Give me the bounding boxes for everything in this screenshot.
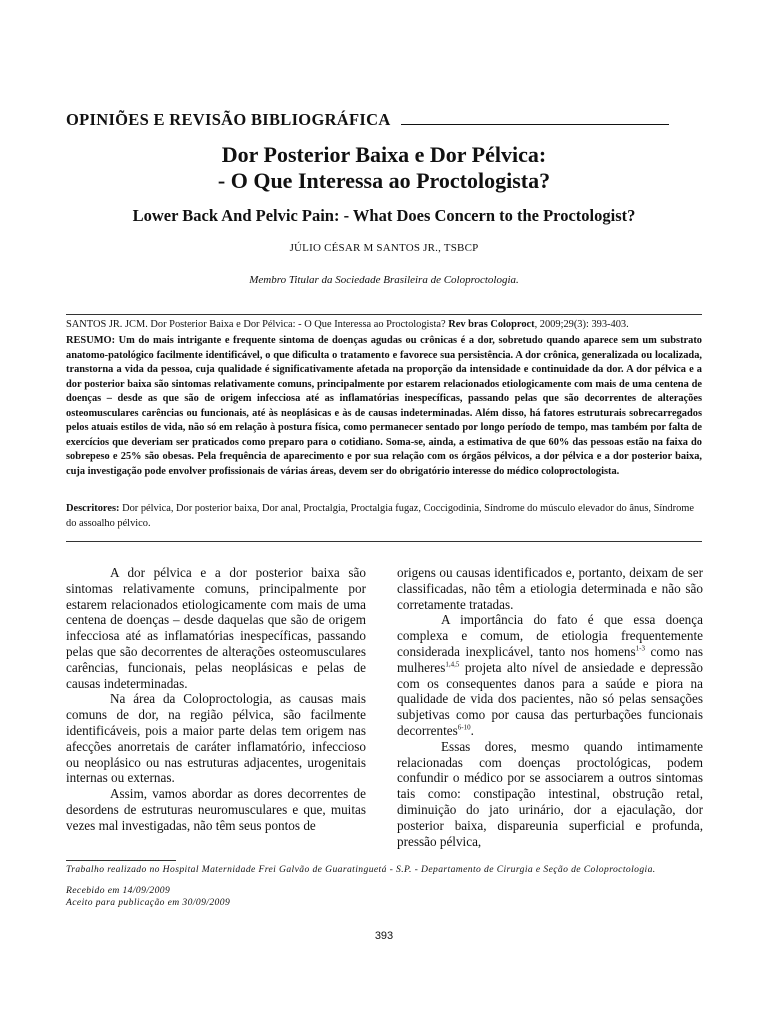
descriptors	[66, 502, 702, 531]
paragraph	[397, 612, 703, 738]
english-title: Lower Back And Pelvic Pain: - What Does Concern to the Proctologist?	[132, 206, 636, 225]
citation-sup: 1,4,5	[445, 660, 460, 669]
footnote-rule	[66, 860, 176, 861]
paragraph: Essas dores, mesmo quando intimamente relacionadas com doenças proctológicas, podem confundir o médico por se associarem a outros sintomas tais como: constipação intestinal, obstrução retal, diminuição do jato urinário, dor a ejaculação, dor posterior baixa, dispareunia superficial e profunda, pressão pélvica,	[397, 738, 703, 849]
citation-ref: , 2009;29(3): 393-403.	[534, 319, 629, 330]
title-line-2: - O Que Interessa ao Proctologista?	[217, 168, 551, 193]
paragraph: Assim, vamos abordar as dores decorrentes de desordens de estruturas neuromusculares e que, muitas vezes mal investigadas, não têm seus pontos de	[66, 786, 366, 833]
citation-sup: 6-10	[457, 723, 471, 732]
text-run: como nas mulheres	[397, 643, 703, 675]
citation-text: SANTOS JR. JCM. Dor Posterior Baixa e Dor Pélvica: - O Que Interessa ao Proctologista?	[66, 319, 446, 330]
page-number: 393	[374, 930, 394, 942]
paragraph: A dor pélvica e a dor posterior baixa são sintomas relativamente comuns, principalmente por estarem relacionados etiologicamente com mais de uma centena de doenças – desde daquelas que são de origem infecciosa até as inflamatórias inespecíficas, passando pelas que são decorrentes de alterações osteomusculares carências, funcionais, pelas neoplásicas e pelas de causas indeterminadas.	[66, 565, 366, 691]
received-date: Recebido em 14/09/2009	[66, 885, 171, 896]
citation	[66, 318, 706, 332]
divider-top	[66, 314, 702, 315]
descriptors-text: Dor pélvica, Dor posterior baixa, Dor anal, Proctalgia, Proctalgia fugaz, Coccigodinia, Síndrome do músculo elevador do ânus, Síndrome do assoalho pélvico.	[66, 503, 694, 529]
section-rule	[401, 110, 669, 125]
author: JÚLIO CÉSAR M SANTOS JR., TSBCP	[289, 242, 479, 254]
abstract: RESUMO: Um do mais intrigante e frequente sintoma de doenças agudas ou crônicas é a dor, sobretudo quando aparece sem um substrato anatomo-patológico facilmente identificável, o que dificulta o tratamento e favorece sua persistência. A dor crônica, generalizada ou localizada, transtorna a vida da pessoa, cuja qualidade é significativamente afetada na proporção da intensidade e continuidade da dor. A dor pélvica e a dor posterior baixa são sintomas relativamente comuns, principalmente por estarem relacionados etiologicamente com mais de uma centena de doenças – desde as que são de origem infecciosa até as inflamatórias inespecíficas, passando pelas que são decorrentes de alterações osteomusculares carências ou funcionais, até às neoplásicas e às de causas indeterminadas. Além disso, há fatores estruturais sobrecarregados pelos atuais estilos de vida, não só em relação à postura física, como permanecer sentado por longo período de tempo, mas também por falta de exercícios que deveriam ser praticados como preparo para o cotidiano. Soma-se, ainda, a estimativa de que 60% das pessoas estão na faixa do sobrepeso e 25% são obesas. Pela frequência de aparecimento e por sua relação com os órgãos pélvicos, a dor pélvica e a dor posterior baixa, cuja investigação pode envolver profissionais de várias áreas, devem ser do obrigatório interesse do médico coloproctologista.	[66, 335, 702, 477]
accepted-date: Aceito para publicação em 30/09/2009	[66, 897, 231, 908]
paragraph: Na área da Coloproctologia, as causas mais comuns de dor, na região pélvica, são facilmente identificáveis, pois a maior parte delas tem origem nas afecções anorretais de caráter inflamatório, infeccioso ou neoplásico ou nas estruturas adjacentes, urogenitais internas ou externas.	[66, 691, 366, 786]
section-title: OPINIÕES E REVISÃO BIBLIOGRÁFICA	[66, 110, 391, 129]
citation-journal: Rev bras Coloproct	[448, 319, 535, 330]
divider-bottom	[66, 541, 702, 542]
citation-sup: 1-3	[635, 644, 645, 653]
body-column-right	[397, 565, 703, 849]
descriptors-label: Descritores:	[66, 503, 120, 514]
paragraph: origens ou causas identificados e, portanto, deixam de ser classificadas, não têm a etiologia determinada e não são corretamente tratadas.	[397, 565, 703, 612]
section-header	[66, 110, 706, 130]
title-line-1: Dor Posterior Baixa e Dor Pélvica:	[221, 142, 547, 167]
dates	[66, 885, 466, 909]
footnote: Trabalho realizado no Hospital Maternidade Frei Galvão de Guaratinguetá - S.P. - Departamento de Cirurgia e Seção de Coloproctologia.	[66, 864, 656, 875]
body-column-left	[66, 565, 366, 834]
text-run: projeta alto nível de ansiedade e depressão com os consequentes danos para a saúde e piora na qualidade de vida dos pacientes, não só pelas sensações subjetivas como por causa das perturbações funcionais decorrentes	[397, 659, 703, 738]
article-title	[0, 142, 768, 194]
text-run: .	[470, 722, 474, 738]
text-run: A importância do fato é que essa doença complexa e comum, de etiologia frequentemente considerada inexplicável, tanto nos homens	[397, 612, 703, 659]
affiliation: Membro Titular da Sociedade Brasileira de Coloproctologia.	[249, 274, 519, 286]
